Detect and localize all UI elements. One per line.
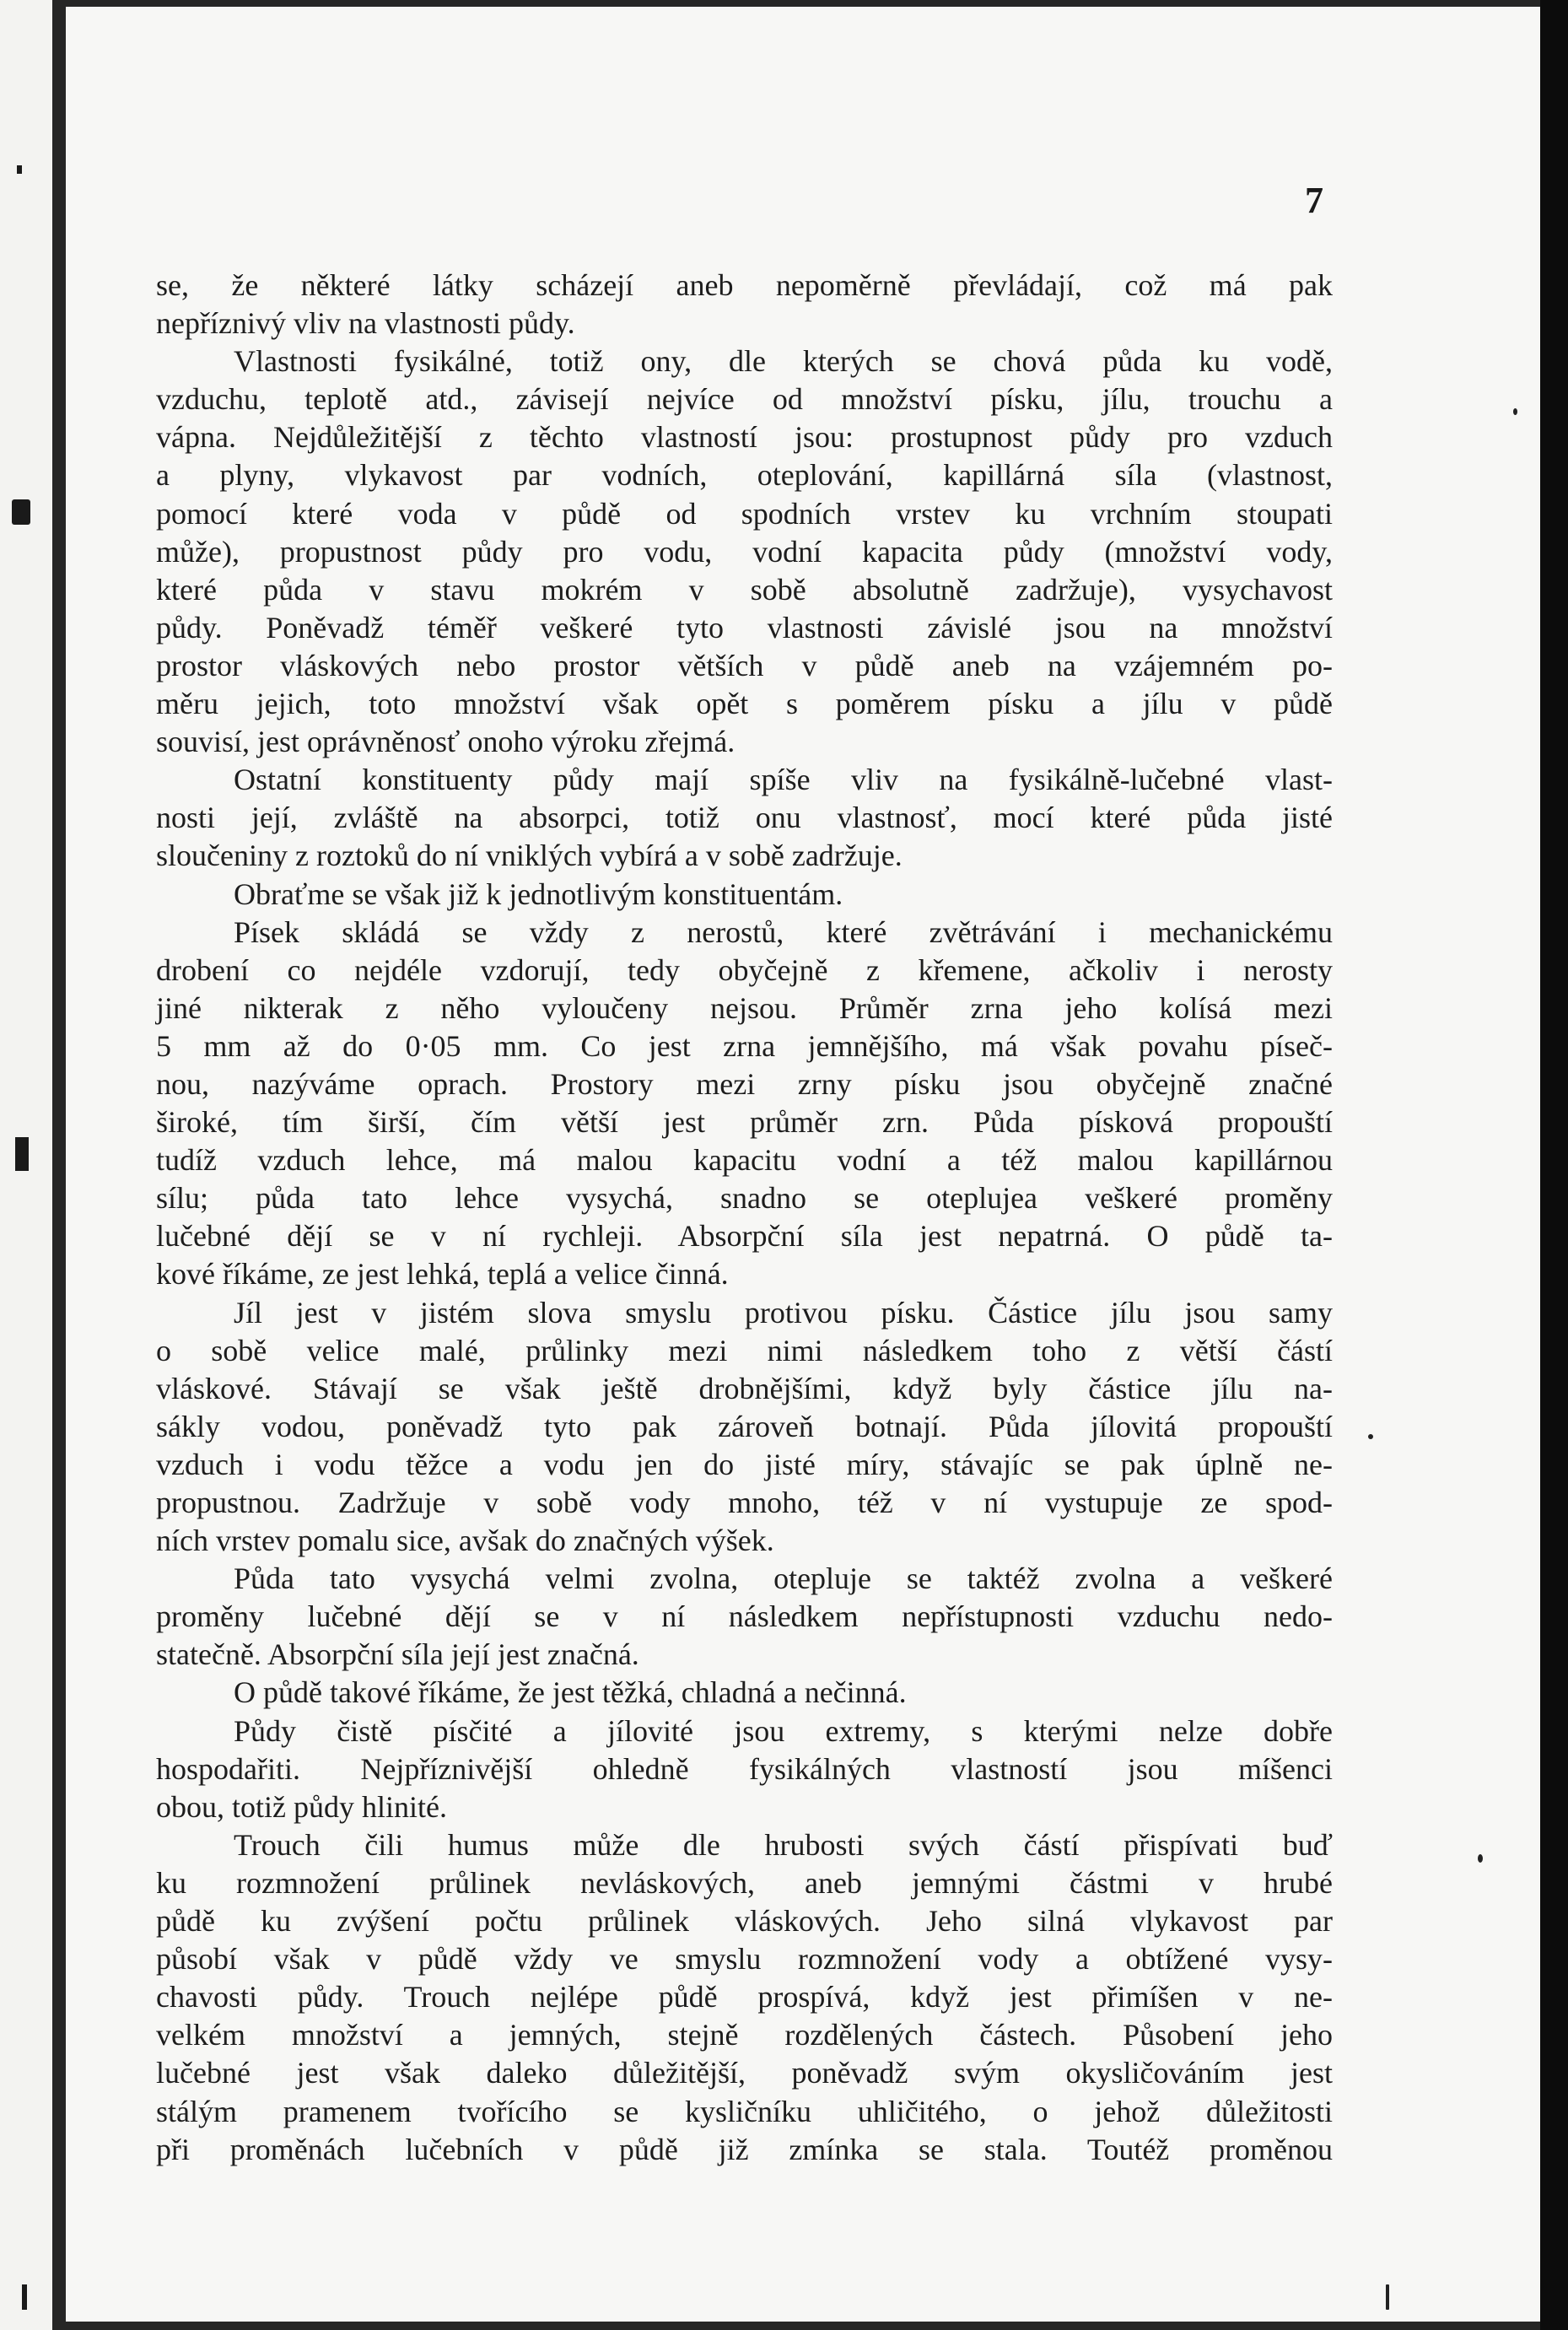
text-line: Půda tato vysychá velmi zvolna, otepluje se taktéž zvolna a veškeré	[234, 1561, 1333, 1596]
text-line: při proměnách lučebních v půdě již zmínka se stala. Toutéž proměnou	[156, 2132, 1333, 2166]
text-line: široké, tím širší, čím větší jest průměr zrn. Půda písková propouští	[156, 1105, 1333, 1140]
text-line: sákly vodou, poněvadž tyto pak zároveň botnají. Půda jílovitá propouští	[156, 1409, 1333, 1443]
text-line: vláskové. Stávají se však ještě drobnějšími, když byly částice jílu na-	[156, 1371, 1333, 1405]
text-line: obou, totiž půdy hlinité.	[156, 1789, 447, 1824]
text-line: Půdy čistě písčité a jílovité jsou extremy, s kterými nelze dobře	[234, 1713, 1333, 1748]
text-line: souvisí, jest oprávněnosť onoho výroku zřejmá.	[156, 725, 736, 759]
text-line: tudíž vzduch lehce, má malou kapacitu vodní a též malou kapillárnou	[156, 1143, 1333, 1178]
text-line: může), propustnost půdy pro vodu, vodní kapacita půdy (množství vody,	[156, 534, 1333, 569]
text-line: prostor vláskových nebo prostor větších v půdě aneb na vzájemném po-	[156, 648, 1333, 682]
ink-speck	[1386, 2284, 1389, 2310]
text-line: Obraťme se však již k jednotlivým konstituentám.	[234, 876, 843, 911]
text-line: proměny lučebné dějí se v ní následkem nepřístupnosti vzduchu nedo-	[156, 1599, 1333, 1634]
scan-mark	[17, 165, 22, 174]
text-line: vápna. Nejdůležitější z těchto vlastností jsou: prostupnost půdy pro vzduch	[156, 420, 1333, 455]
text-line: ku rozmnožení průlinek nevláskových, aneb jemnými částmi v hrubé	[156, 1865, 1333, 1900]
scan-mark	[22, 2284, 27, 2310]
ink-speck	[1368, 1434, 1373, 1439]
text-line: a plyny, vlykavost par vodních, oteplování, kapillárná síla (vlastnost,	[156, 458, 1333, 493]
text-line: propustnou. Zadržuje v sobě vody mnoho, též v ní vystupuje ze spod-	[156, 1486, 1333, 1519]
text-line: Trouch čili humus může dle hrubosti svých částí přispívati buď	[234, 1827, 1333, 1862]
text-line: nepříznivý vliv na vlastnosti půdy.	[156, 306, 575, 341]
text-line: Vlastnosti fysikálné, totiž ony, dle kterých se chová půda ku vodě,	[234, 344, 1333, 379]
text-line: O půdě takové říkáme, že jest těžká, chladná a nečinná.	[234, 1675, 907, 1710]
text-line: 5 mm až do 0·05 mm. Co jest zrna jemnějšího, má však povahu píseč-	[156, 1028, 1333, 1063]
text-line: drobení co nejdéle vzdorují, tedy obyčejně z křemene, ačkoliv i nerosty	[156, 952, 1333, 987]
text-line: hospodařiti. Nejpříznivější ohledně fysikálných vlastností jsou míšenci	[156, 1751, 1333, 1786]
text-line: měru jejich, toto množství však opět s poměrem písku a jílu v půdě	[156, 687, 1333, 721]
text-line: kové říkáme, ze jest lehká, teplá a velice činná.	[156, 1257, 729, 1292]
text-line: ních vrstev pomalu sice, avšak do značných výšek.	[156, 1524, 774, 1558]
right-scan-margin	[1540, 0, 1568, 2330]
text-line: nou, nazýváme oprach. Prostory mezi zrny písku jsou obyčejně značné	[156, 1066, 1333, 1101]
text-line: působí však v půdě vždy ve smyslu rozmnožení vody a obtížené vysy-	[156, 1942, 1333, 1977]
text-line: se, že některé látky scházejí aneb nepoměrně převládají, což má pak	[156, 268, 1333, 302]
text-line: o sobě velice malé, průlinky mezi nimi následkem toho z větší částí	[156, 1333, 1333, 1367]
ink-speck	[1513, 408, 1517, 415]
text-line: stálým pramenem tvořícího se kysličníku uhličitého, o jehož důležitosti	[156, 2094, 1333, 2128]
text-line: statečně. Absorpční síla její jest značná.	[156, 1637, 639, 1672]
text-line: vzduch i vodu těžce a vodu jen do jisté míry, stávajíc se pak úplně ne-	[156, 1447, 1333, 1481]
text-line: Písek skládá se vždy z nerostů, které zvětrávání i mechanickému	[234, 914, 1333, 949]
ink-speck	[1478, 1854, 1483, 1863]
text-line: velkém množství a jemných, stejně rozdělených částech. Působení jeho	[156, 2018, 1333, 2052]
page-number: 7	[1305, 180, 1323, 221]
text-line: Ostatní konstituenty půdy mají spíše vliv na fysikálně-lučebné vlast-	[234, 763, 1333, 797]
text-line: které půda v stavu mokrém v sobě absolutně zadržuje), vysychavost	[156, 572, 1333, 607]
text-line: Jíl jest v jistém slova smyslu protivou písku. Částice jílu jsou samy	[234, 1295, 1333, 1330]
text-line: půdě ku zvýšení počtu průlinek vláskových. Jeho silná vlykavost par	[156, 1904, 1333, 1939]
text-line: sílu; půda tato lehce vysychá, snadno se oteplujea veškeré proměny	[156, 1181, 1333, 1216]
text-line: lučebné dějí se v ní rychleji. Absorpční síla jest nepatrná. O půdě ta-	[156, 1219, 1333, 1254]
text-line: pomocí které voda v půdě od spodních vrstev ku vrchním stoupati	[156, 496, 1333, 531]
body-text	[156, 267, 1333, 2169]
text-line: jiné nikterak z něho vyloučeny nejsou. Průměr zrna jeho kolísá mezi	[156, 990, 1333, 1025]
scan-mark	[12, 499, 30, 525]
text-line: nosti její, zvláště na absorpci, totiž onu vlastnosť, mocí které půda jisté	[156, 801, 1333, 835]
text-line: půdy. Poněvadž téměř veškeré tyto vlastnosti závislé jsou na množství	[156, 610, 1333, 645]
text-line: chavosti půdy. Trouch nejlépe půdě prospívá, když jest přimíšen v ne-	[156, 1980, 1333, 2014]
text-line: vzduchu, teplotě atd., závisejí nejvíce od množství písku, jílu, trouchu a	[156, 382, 1333, 417]
text-line: lučebné jest však daleko důležitější, poněvadž svým okysličováním jest	[156, 2056, 1333, 2090]
text-line: sloučeniny z roztoků do ní vniklých vybírá a v sobě zadržuje.	[156, 839, 903, 873]
left-scan-margin	[0, 0, 52, 2330]
scan-mark	[15, 1137, 29, 1171]
